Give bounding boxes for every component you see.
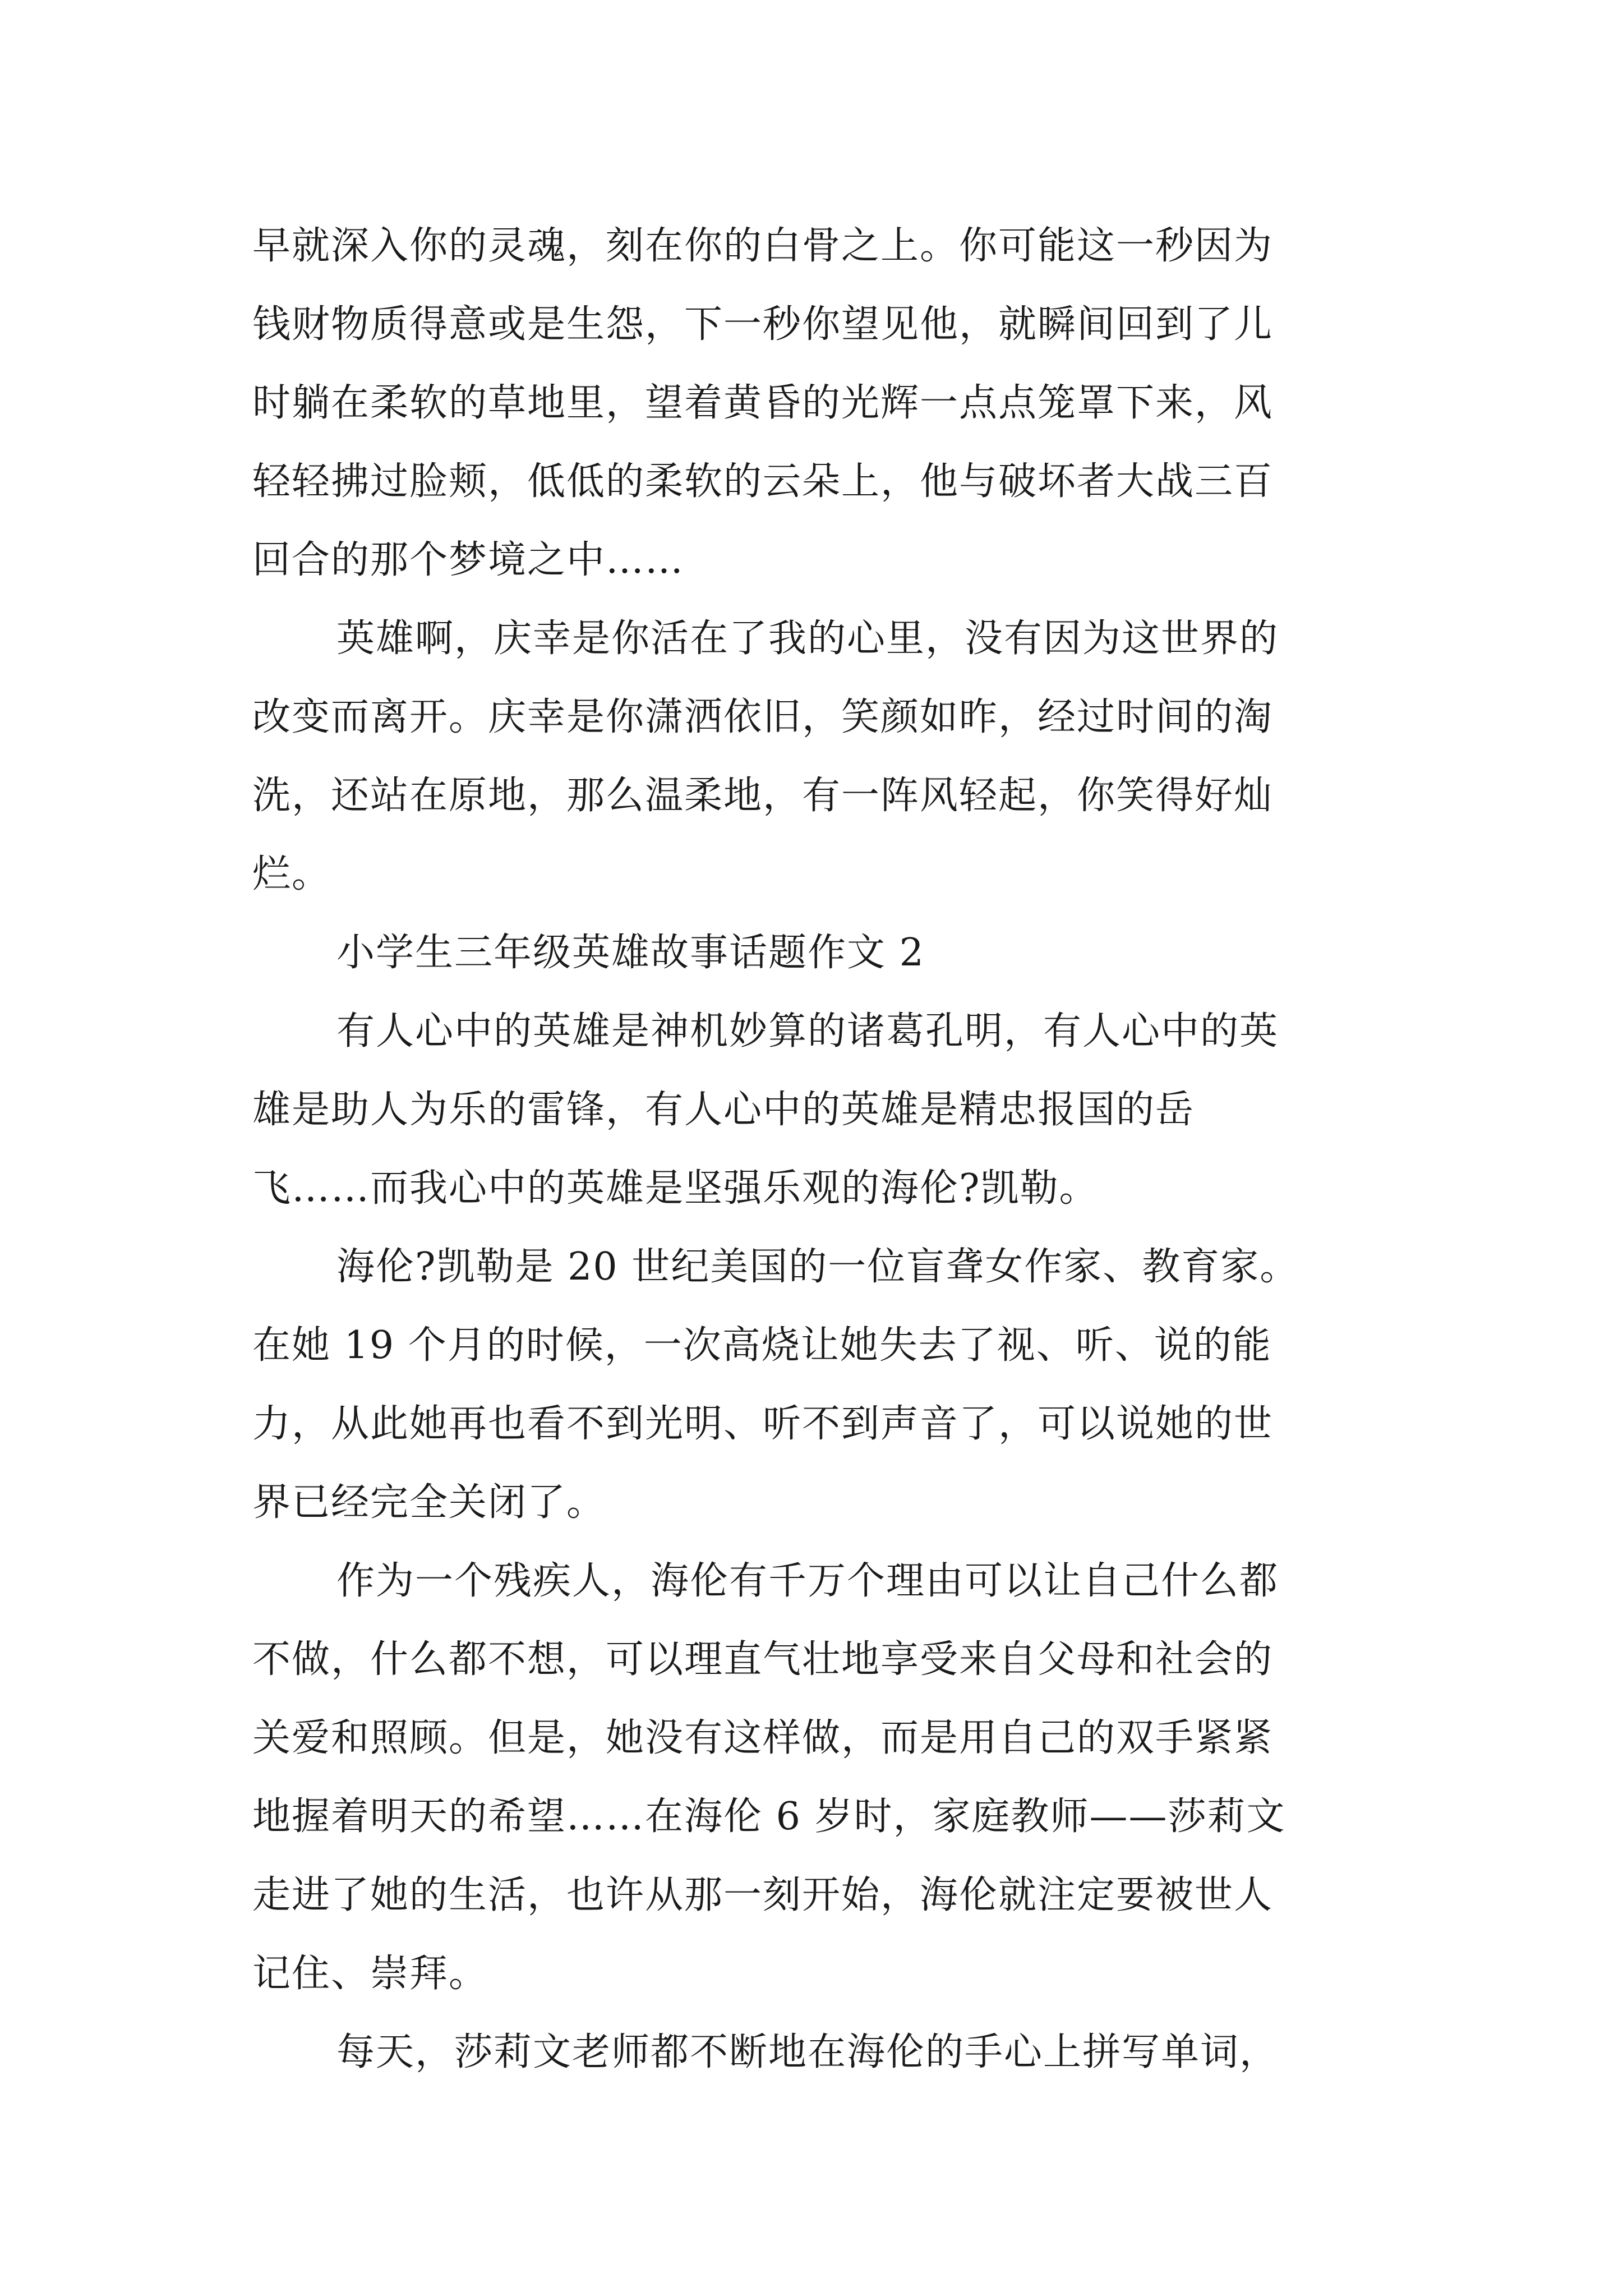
text-line: 改变而离开。庆幸是你潇洒依旧，笑颜如昨，经过时间的淘 xyxy=(252,695,1274,739)
text-line: 飞……而我心中的英雄是坚强乐观的海伦?凯勒。 xyxy=(252,1166,1099,1211)
text-line: 回合的那个梦境之中…… xyxy=(252,538,685,582)
text-line: 地握着明天的希望……在海伦 6 岁时，家庭教师——莎莉文 xyxy=(252,1795,1286,1839)
text-line: 钱财物质得意或是生怨，下一秒你望见他，就瞬间回到了儿 xyxy=(252,302,1274,347)
text-line: 记住、崇拜。 xyxy=(252,1952,488,1996)
paragraph-first-line: 有人心中的英雄是神机妙算的诸葛孔明，有人心中的英 xyxy=(336,1009,1279,1053)
text-line: 走进了她的生活，也许从那一刻开始，海伦就注定要被世人 xyxy=(252,1873,1274,1917)
text-line: 在她 19 个月的时候，一次高烧让她失去了视、听、说的能 xyxy=(252,1323,1272,1368)
text-line: 雄是助人为乐的雷锋，有人心中的英雄是精忠报国的岳 xyxy=(252,1088,1195,1132)
text-line: 时躺在柔软的草地里，望着黄昏的光辉一点点笼罩下来，风 xyxy=(252,381,1274,425)
text-line: 力，从此她再也看不到光明、听不到声音了，可以说她的世 xyxy=(252,1402,1274,1446)
text-line: 洗，还站在原地，那么温柔地，有一阵风轻起，你笑得好灿 xyxy=(252,774,1274,818)
text-line: 不做，什么都不想，可以理直气壮地享受来自父母和社会的 xyxy=(252,1637,1274,1682)
text-line: 轻轻拂过脸颊，低低的柔软的云朵上，他与破坏者大战三百 xyxy=(252,459,1274,504)
paragraph-first-line: 每天，莎莉文老师都不断地在海伦的手心上拼写单词， xyxy=(336,2030,1279,2074)
paragraph-first-line: 英雄啊，庆幸是你活在了我的心里，没有因为这世界的 xyxy=(336,616,1279,661)
paragraph-first-line: 作为一个残疾人，海伦有千万个理由可以让自己什么都 xyxy=(336,1559,1279,1603)
text-line: 烂。 xyxy=(252,852,331,896)
text-line: 界已经完全关闭了。 xyxy=(252,1480,606,1525)
text-line: 早就深入你的灵魂，刻在你的白骨之上。你可能这一秒因为 xyxy=(252,224,1274,268)
paragraph-first-line: 海伦?凯勒是 20 世纪美国的一位盲聋女作家、教育家。 xyxy=(336,1245,1299,1289)
text-line: 关爱和照顾。但是，她没有这样做，而是用自己的双手紧紧 xyxy=(252,1716,1274,1760)
section-heading: 小学生三年级英雄故事话题作文 2 xyxy=(336,931,925,975)
